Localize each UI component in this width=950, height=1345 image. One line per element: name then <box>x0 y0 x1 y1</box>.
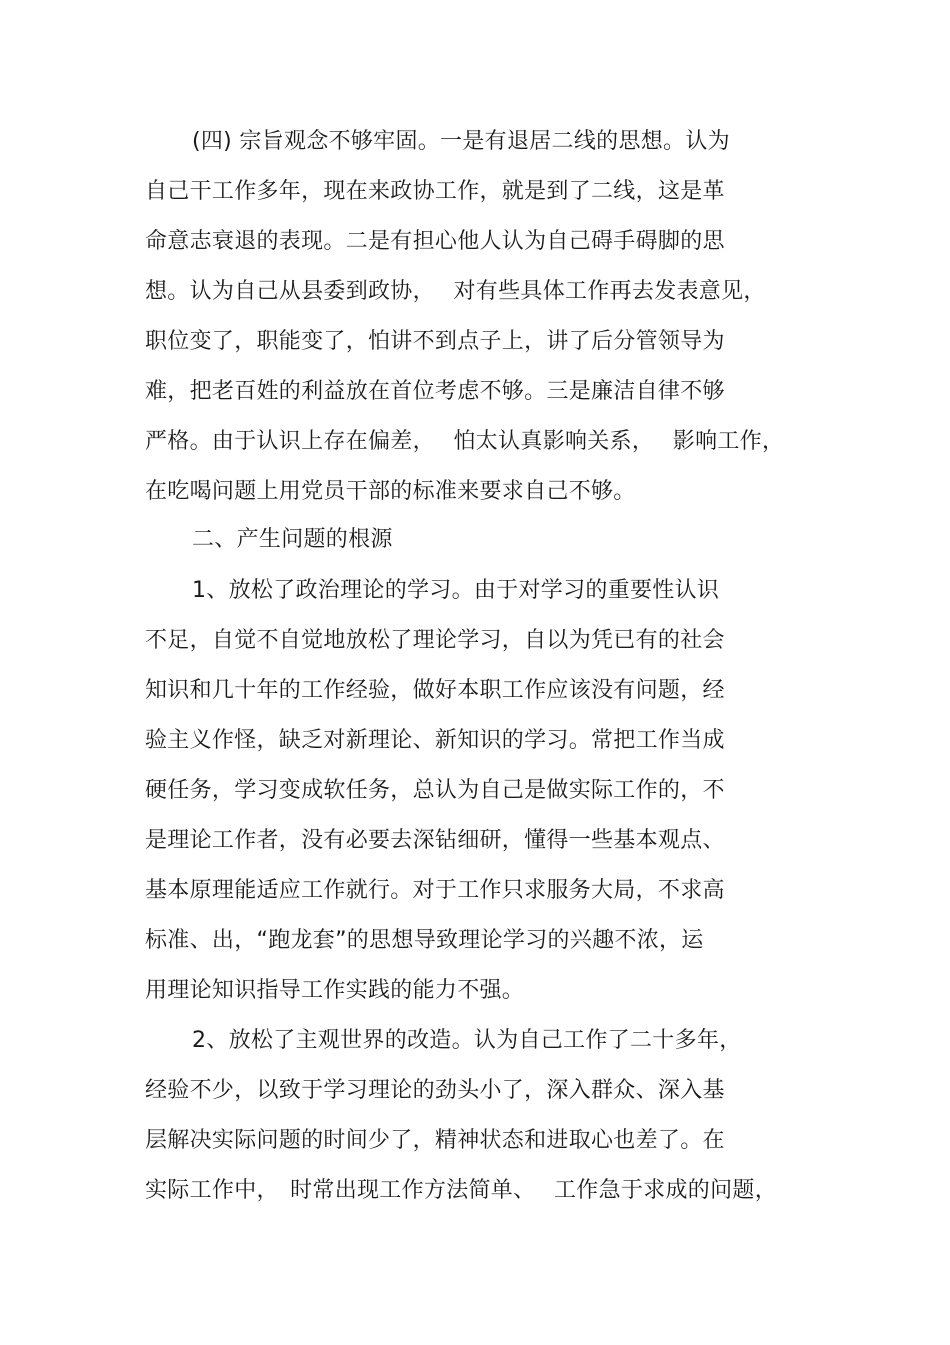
paragraph-line: 实际工作中， 时常出现工作方法简单、 工作急于求成的问题， <box>145 1178 777 1203</box>
paragraph-line: 职位变了，职能变了，怕讲不到点子上，讲了后分管领导为 <box>145 329 725 354</box>
paragraph-line: 在吃喝问题上用党员干部的标准来要求自己不够。 <box>145 479 636 504</box>
paragraph-line: 想。认为自己从县委到政协， 对有些具体工作再去发表意见， <box>145 279 766 304</box>
paragraph-line: 1、放松了政治理论的学习。由于对学习的重要性认识 <box>192 578 720 603</box>
paragraph-line: 层解决实际问题的时间少了，精神状态和进取心也差了。在 <box>145 1128 725 1153</box>
paragraph-line: 难，把老百姓的利益放在首位考虑不够。三是廉洁自律不够 <box>145 379 725 404</box>
paragraph-line: 知识和几十年的工作经验，做好本职工作应该没有问题，经 <box>145 678 725 703</box>
paragraph-line: 2、放松了主观世界的改造。认为自己工作了二十多年， <box>192 1028 742 1053</box>
paragraph-line: 用理论知识指导工作实践的能力不强。 <box>145 978 525 1003</box>
paragraph-line: 是理论工作者，没有必要去深钻细研，懂得一些基本观点、 <box>145 828 725 853</box>
section-heading: 二、产生问题的根源 <box>192 527 393 552</box>
paragraph-line: 验主义作怪，缺乏对新理论、新知识的学习。常把工作当成 <box>145 728 725 753</box>
paragraph-line: 经验不少，以致于学习理论的劲头小了，深入群众、深入基 <box>145 1078 725 1103</box>
paragraph-line: 自己干工作多年，现在来政协工作，就是到了二线，这是革 <box>145 179 725 204</box>
paragraph-line: 基本原理能适应工作就行。对于工作只求服务大局，不求高 <box>145 878 725 903</box>
paragraph-line: (四) 宗旨观念不够牢固。一是有退居二线的思想。认为 <box>192 129 730 154</box>
paragraph-line: 不足，自觉不自觉地放松了理论学习，自以为凭已有的社会 <box>145 628 725 653</box>
paragraph-line: 命意志衰退的表现。二是有担心他人认为自己碍手碍脚的思 <box>145 229 725 254</box>
paragraph-line: 标准、出，“跑龙套”的思想导致理论学习的兴趣不浓，运 <box>145 928 704 953</box>
paragraph-line: 硬任务，学习变成软任务，总认为自己是做实际工作的，不 <box>145 778 725 803</box>
paragraph-line: 严格。由于认识上存在偏差， 怕太认真影响关系， 影响工作， <box>145 429 785 454</box>
